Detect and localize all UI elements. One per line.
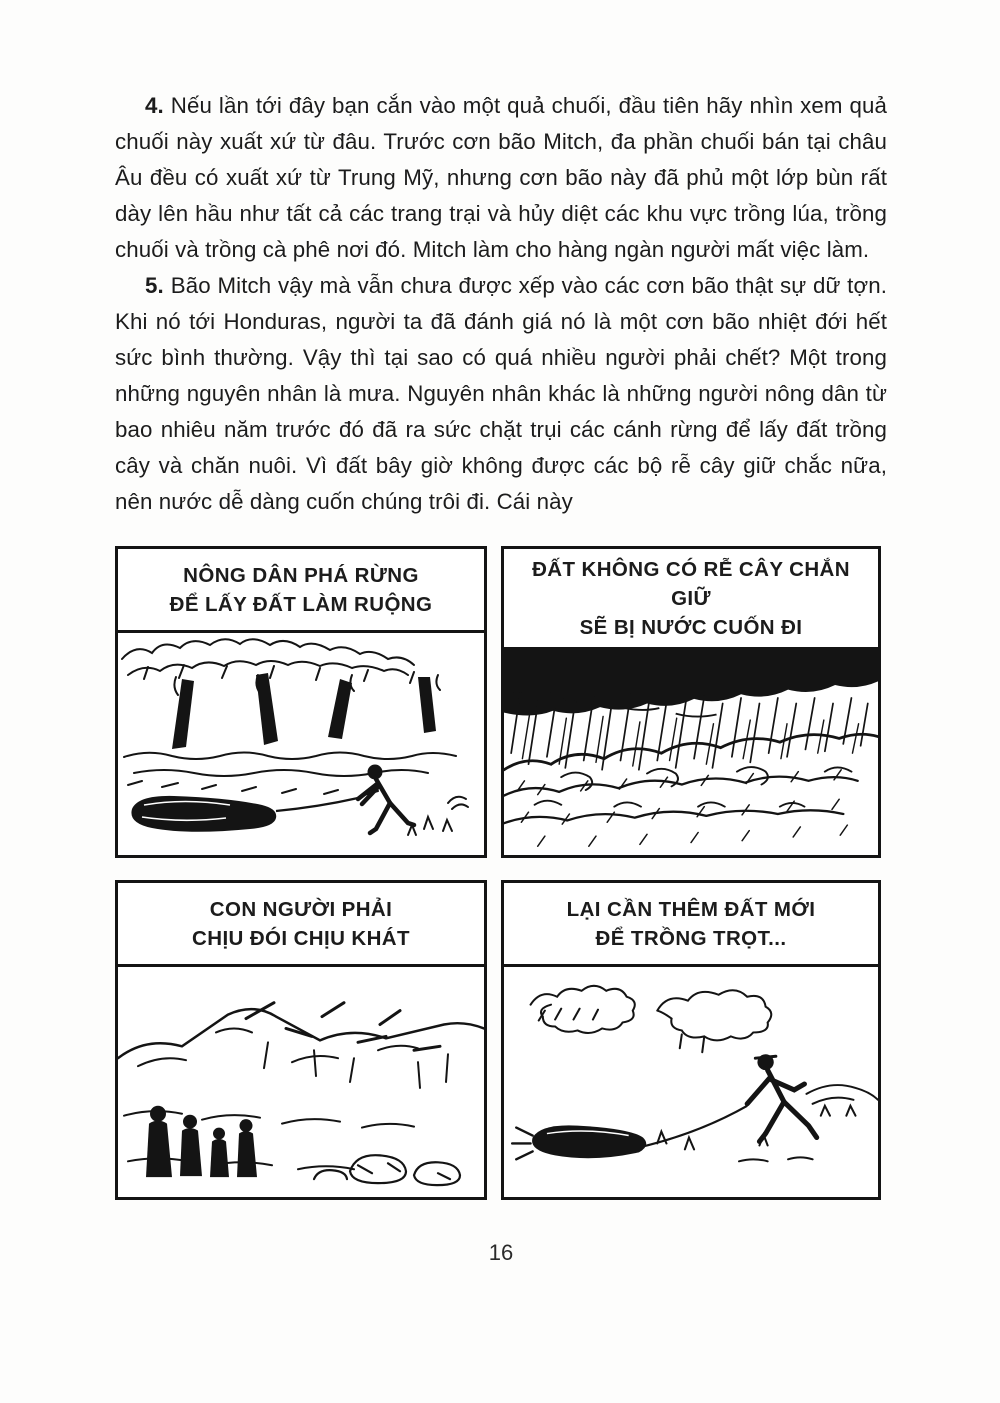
caption-line: ĐỂ LẤY ĐẤT LÀM RUỘNG xyxy=(169,592,433,616)
caption-line: CON NGƯỜI PHẢI xyxy=(209,897,393,921)
people-starving-illustration xyxy=(118,967,484,1197)
caption-line: ĐỂ TRỒNG TRỌT... xyxy=(595,926,787,950)
caption-line: ĐẤT KHÔNG CÓ RỄ CÂY CHẮN GIỮ xyxy=(532,557,850,610)
page-number: 16 xyxy=(488,1240,514,1265)
paragraph-5-number: 5. xyxy=(145,273,164,298)
paragraph-4-number: 4. xyxy=(145,93,164,118)
panel-erosion xyxy=(501,546,881,858)
rain-eroding-soil-illustration xyxy=(504,650,878,855)
panel-erosion-caption xyxy=(504,549,878,650)
farmer-clearing-forest-illustration xyxy=(118,633,484,855)
panel-new-land-caption xyxy=(504,883,878,967)
panel-deforestation xyxy=(115,546,487,858)
caption-line: SẼ BỊ NƯỚC CUỐN ĐI xyxy=(579,615,803,639)
caption-line: NÔNG DÂN PHÁ RỪNG xyxy=(183,563,419,587)
caption-line: CHỊU ĐÓI CHỊU KHÁT xyxy=(192,926,410,950)
comic-panel-grid xyxy=(115,546,887,1200)
paragraph-5 xyxy=(115,268,887,520)
panel-famine xyxy=(115,880,487,1200)
paragraph-4-text: Nếu lần tới đây bạn cắn vào một quả chuối, đầu tiên hãy nhìn xem quả chuối này xuất xứ từ đâu. Trước cơn bão Mitch, đa phần chuối bán tại châu Âu đều có xuất xứ từ Trung Mỹ, nhưng cơn bão này đã phủ một lớp bùn rất dày lên hầu như tất cả các trang trại và hủy diệt các khu vực trồng lúa, trồng chuối và trồng cà phê nơi đó. Mitch làm cho hàng ngàn người mất việc làm. xyxy=(115,93,887,262)
panel-deforestation-caption xyxy=(118,549,484,633)
panel-famine-caption xyxy=(118,883,484,967)
farmer-clearing-new-land-illustration xyxy=(504,967,878,1197)
caption-line: LẠI CẦN THÊM ĐẤT MỚI xyxy=(566,897,816,921)
paragraph-5-text: Bão Mitch vậy mà vẫn chưa được xếp vào các cơn bão thật sự dữ tợn. Khi nó tới Honduras, người ta đã đánh giá nó là một cơn bão nhiệt đới hết sức bình thường. Vậy thì tại sao có quá nhiều người phải chết? Một trong những nguyên nhân là mưa. Nguyên nhân khác là những người nông dân từ bao nhiêu năm trước đó đã ra sức chặt trụi các cánh rừng để lấy đất trồng cây và chăn nuôi. Vì đất bây giờ không được các bộ rễ cây giữ chắc nữa, nên nước dễ dàng cuốn chúng trôi đi. Cái này xyxy=(115,273,887,514)
body-text xyxy=(115,88,887,520)
panel-new-land xyxy=(501,880,881,1200)
paragraph-4 xyxy=(115,88,887,268)
